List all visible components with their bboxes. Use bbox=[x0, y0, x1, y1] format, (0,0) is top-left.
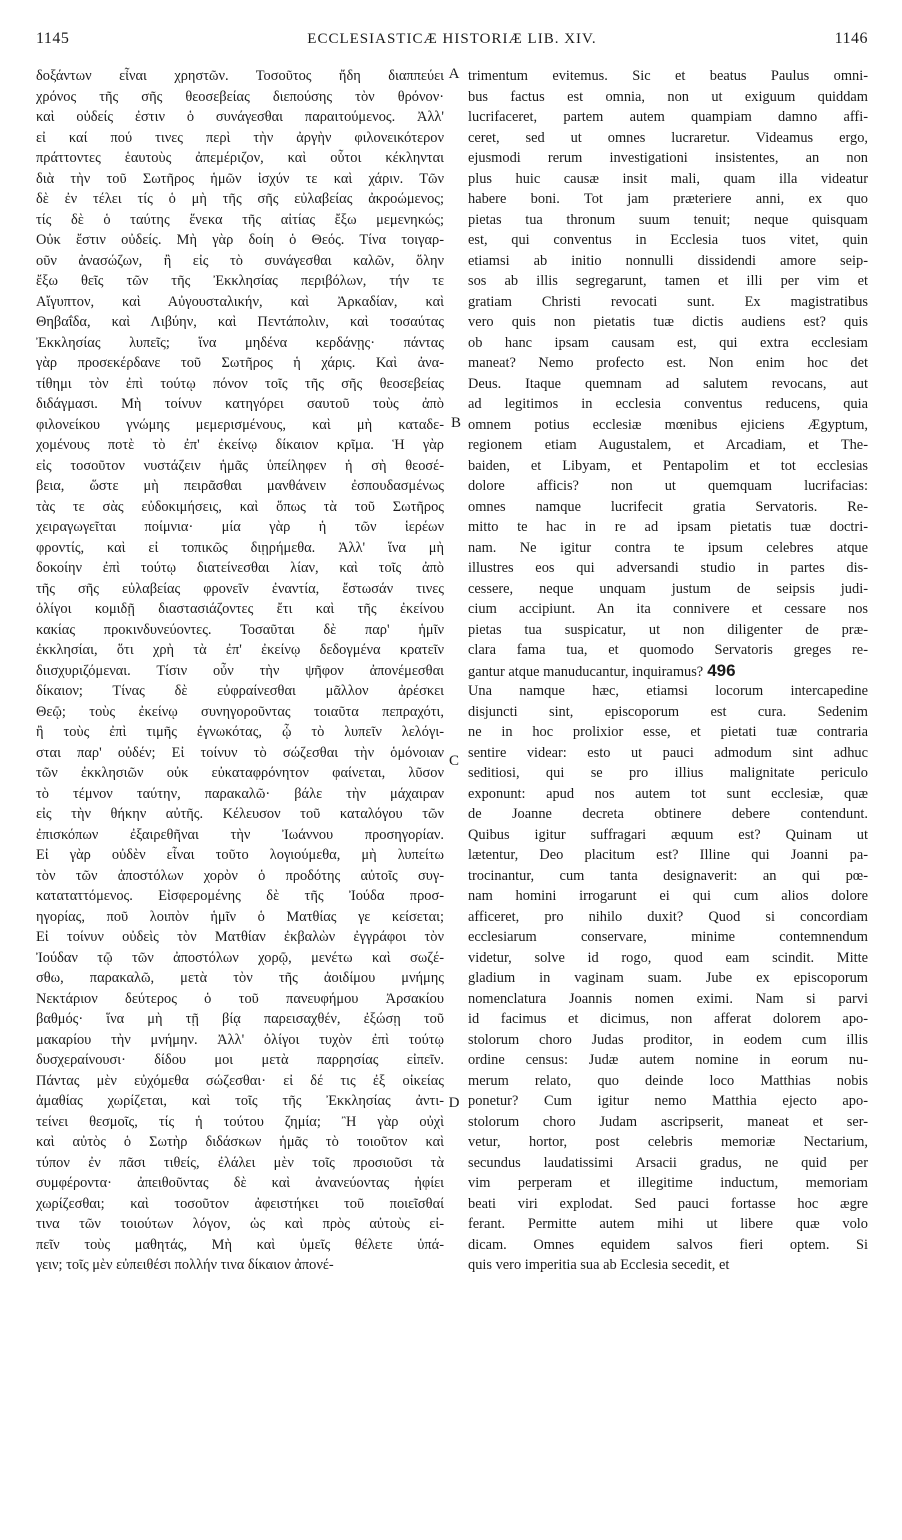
latin-line: cessere, neque unquam justum de seipsis judi- bbox=[468, 580, 868, 597]
greek-line: διισχυριζόμεναι. Τίσιν οὖν τὴν ψῆφον ἀπονέμεσθαι bbox=[36, 662, 444, 679]
latin-line: ob hanc ipsam causam est, qui extra ecclesiam bbox=[468, 334, 868, 351]
latin-line: ejusmodi rerum investigationi insistentes, an non bbox=[468, 150, 868, 166]
latin-line: dicam. Omnes equidem salvos fieri optem. Si bbox=[468, 1236, 868, 1253]
running-title: ECCLESIASTICÆ HISTORIÆ LIB. XIV. bbox=[307, 31, 597, 47]
greek-line: Ἐκκλησίας λυπεῖς; ἵνα μηδένα κερδάνῃς· πάντας bbox=[36, 334, 444, 351]
latin-line: ad legitimos in ecclesia conventus reducens, quia bbox=[468, 396, 868, 412]
latin-line: trimentum evitemus. Sic et beatus Paulus omni- bbox=[468, 68, 868, 84]
greek-line: τῆς σῆς εὐλαβείας φρονεῖν ἐναντία, ἔστωσάν τινες bbox=[36, 580, 444, 597]
greek-line: καὶ αὐτὸς ὁ Σωτὴρ διδάσκων ἡμᾶς τὸ τοιοῦτον καὶ bbox=[36, 1134, 444, 1150]
greek-line: ἐπισκόπων ἐξαιρεθῆναι τὴν Ἰωάννου προσηγορίαν. bbox=[36, 826, 444, 843]
greek-line: χειραγωγεῖται ποίμνια· μία γὰρ ἡ τῶν ἱερέων bbox=[36, 519, 444, 535]
greek-line: καταταττόμενος. Εἰσφερομένης δὲ τῆς Ἰούδα προσ- bbox=[36, 888, 444, 904]
greek-line: Θεῷ; τοὺς ἐκείνῳ συνηγοροῦντας τοιαῦτα πεπραχότι, bbox=[36, 703, 444, 720]
latin-line: Una namque hæc, etiamsi locorum intercapedine bbox=[468, 683, 868, 699]
greek-line: ἔξω θεῖς τῶν τῆς Ἐκκλησίας περιβόλων, τήν τε bbox=[36, 273, 444, 289]
latin-line: de Joanne decreta obtinere debere contendunt. bbox=[468, 806, 868, 822]
latin-text-column bbox=[468, 66, 868, 1512]
latin-line: ponetur? Cum igitur nemo Matthia ejecto apo- bbox=[468, 1093, 868, 1109]
greek-line: δὲ ἐν τέλει τίς ὁ μὴ τῆς σῆς εὐλαβείας ἀκροώμενος; bbox=[36, 191, 444, 207]
latin-line: etiamsi ab initio nonnulli dissidendi amore seip- bbox=[468, 252, 868, 269]
greek-line: κακίας προκινδυνεύοντες. Τοσαῦται δὲ παρ' ἡμῖν bbox=[36, 621, 444, 638]
greek-line: διὰ τὴν τοῦ Σωτῆρος ἡμῶν ἰσχύν τε καὶ χάριν. Τῶν bbox=[36, 170, 444, 187]
greek-line: πεῖν τοὺς μαθητάς, Μὴ καὶ ὑμεῖς θέλετε ὑπά- bbox=[36, 1236, 444, 1253]
greek-line: συμφέροντα· ἀπειθοῦντας δὲ καὶ ἀνανεύοντας ἠφίει bbox=[36, 1175, 444, 1191]
latin-line: afficeret, pro nihilo duxit? Quod si concordiam bbox=[468, 908, 868, 925]
latin-line: Quibus igitur suffragari æquum est? Quinam ut bbox=[468, 826, 868, 843]
latin-line: pietas tua thronum suum tenuit; neque quisquam bbox=[468, 211, 868, 228]
greek-line: βεια, ὥστε μὴ πειρᾶσθαι μανθάνειν ἐσπουδασμένως bbox=[36, 478, 444, 494]
page-marker: 496 bbox=[707, 660, 736, 680]
right-page-number: 1146 bbox=[834, 30, 868, 47]
latin-line: exponunt: apud nos autem tot sunt ecclesiæ, quæ bbox=[468, 785, 868, 802]
latin-line: mitto te hac in re ad ipsam pietatis tuæ doctri- bbox=[468, 519, 868, 535]
greek-text-column bbox=[36, 66, 444, 1512]
latin-line: vim perperam et illegitime inductum, memoriam bbox=[468, 1175, 868, 1191]
greek-line: φιλονείκου γνώμης μεμερισμένους, καὶ μὴ καταδε- bbox=[36, 416, 444, 433]
greek-line: ἀμαθίας χωρίζεται, καὶ τοῖς τῆς Ἐκκλησίας ἀντι- bbox=[36, 1093, 444, 1109]
latin-line: plus huic causæ insit mali, quam illa videatur bbox=[468, 170, 868, 187]
latin-line: lætentur, Deo placitum est? Illine qui Joanni pa- bbox=[468, 847, 868, 863]
latin-line: merum relato, quo deinde loco Matthias nobis bbox=[468, 1072, 868, 1089]
latin-line: id facimus et dicimus, non afferat dolorem apo- bbox=[468, 1011, 868, 1027]
latin-line: ferant. Permitte autem mihi ut libere quæ volo bbox=[468, 1216, 868, 1232]
latin-line: sos ab illis segregarunt, tamen et illi per vim et bbox=[468, 273, 868, 289]
latin-line: habere boni. Tot jam præteriere anni, ex quo bbox=[468, 191, 868, 207]
greek-line: τίθημι τὸν ἐπὶ τούτῳ πόνον τοῖς τῆς σῆς θεοσεβείας bbox=[36, 375, 444, 392]
greek-line: Οὐκ ἔστιν οὐδείς. Μὴ γὰρ δοίη ὁ Θεός. Τίνα τοιγαρ- bbox=[36, 232, 444, 248]
greek-line: τινα τῶν τοιούτων λόγον, ὡς καὶ πρὸς αὐτοὺς εἰ- bbox=[36, 1216, 444, 1232]
greek-line: ἐκκλησίαι, ὅτι χρὴ τὰ ἐπ' ἐκείνῳ δεδογμένα κρατεῖν bbox=[36, 642, 444, 658]
greek-line: μακαρίου τὴν μνήμην. Ἀλλ' ὀλίγοι τυχὸν ἐπὶ τούτῳ bbox=[36, 1031, 444, 1048]
latin-line: ne in hoc prolixior esse, et pietati tuæ contraria bbox=[468, 724, 868, 740]
greek-line: τίς δὲ ὁ ταύτης ἕνεκα τῆς αἰτίας ἔξω μεμενηκώς; bbox=[36, 211, 444, 228]
greek-line: εἰς τοσοῦτον νυστάζειν ἡμᾶς ὑπείληφεν ἡ σὴ θεοσέ- bbox=[36, 457, 444, 474]
greek-line: Αἴγυπτον, καὶ Αὐγουσταλικήν, καὶ Ἀρκαδίαν, καὶ bbox=[36, 293, 444, 310]
greek-line: δοκοίην ἐπὶ τούτῳ διατείνεσθαι λίαν, καὶ τοῖς ἀπὸ bbox=[36, 560, 444, 576]
greek-line: πράττοντες ἑαυτοὺς ἀπεμέριζον, καὶ οὗτοι κέκληνται bbox=[36, 150, 444, 166]
latin-line: vetur, hortor, post celebris memoriæ Nectarium, bbox=[468, 1134, 868, 1150]
latin-line: bus factus est omnia, non ut exiguum quiddam bbox=[468, 88, 868, 105]
greek-line: εἰς τὴν θήκην αὐτῆς. Κέλευσον τοῦ καταλόγου τῶν bbox=[36, 806, 444, 822]
greek-line: τὸ τέμνον ταύτην, παρακαλῶ· βάλε τὴν μάχαιραν bbox=[36, 785, 444, 802]
latin-line: ceret, sed ut omnes lucraretur. Videamus ergo, bbox=[468, 129, 868, 146]
latin-line: ecclesiarum conservare, minime contemnendum bbox=[468, 929, 868, 945]
greek-line: γὰρ προσεκέρδανε τοῦ Σωτῆρος ἡ χάρις. Καὶ ἀνα- bbox=[36, 355, 444, 371]
latin-line: cium accipiunt. An ita connivere et cessare nos bbox=[468, 601, 868, 617]
latin-line: nam. Ne igitur contra te ipsum celebres atque bbox=[468, 539, 868, 556]
margin-letter-b: B bbox=[450, 415, 461, 431]
latin-line: gratiam Christi revocati sunt. Ex magistratibus bbox=[468, 293, 868, 310]
latin-line: sentire videar: esto ut pauci admodum sint adhuc bbox=[468, 744, 868, 761]
margin-letter-d: D bbox=[448, 1095, 460, 1111]
greek-line: Θηβαΐδα, καὶ Λιβύην, καὶ Πεντάπολιν, καὶ τοσαύτας bbox=[36, 314, 444, 330]
greek-line: οῦν ἀνασώζων, ἢ εἰς τὸ συνάγεσθαι καλῶν, ὅλην bbox=[36, 252, 444, 269]
latin-line: illustres eos qui adversandi studio in partes dis- bbox=[468, 560, 868, 576]
greek-line: Πάντας μὲν εὐχόμεθα σώζεσθαι· εἰ δέ τις ἐξ οἰκείας bbox=[36, 1072, 444, 1089]
margin-letter-a: A bbox=[448, 66, 460, 82]
greek-line: χρόνος τῆς σῆς θεοσεβείας διεπούσης τὸν θρόνον· bbox=[36, 88, 444, 105]
greek-line: τῶν ἐκκλησιῶν οὐκ εὐκαταφρόνητον φαίνεται, λῦσον bbox=[36, 765, 444, 781]
greek-line: ἢ τοὺς ἐπὶ τιμῆς ἐγνωκότας, ᾧ τὸ λυπεῖν λελόγι- bbox=[36, 724, 444, 740]
latin-line: gladium in vaginam suam. Jube ex episcoporum bbox=[468, 970, 868, 986]
latin-line: pietas tua suspicatur, ut non diligenter de præ- bbox=[468, 621, 868, 638]
latin-line: Deus. Itaque quemnam ad salutem revocans, aut bbox=[468, 375, 868, 392]
greek-line: δυσχεραίνουσι· δίδου μοι μετὰ παρρησίας εἰπεῖν. bbox=[36, 1052, 444, 1068]
greek-line: χομένους ποτὲ τὸ ἐπ' ἐκείνῳ δίκαιον κρῖμα. Ἡ γὰρ bbox=[36, 437, 444, 453]
greek-line: βαθμός· ἵνα μὴ τῇ βίᾳ παρεισαχθέν, ἐξώσῃ τοῦ bbox=[36, 1011, 444, 1027]
greek-line: γειν; τοῖς μὲν εὐπειθέσι πολλήν τινα δίκαιον ἀπονέ- bbox=[36, 1257, 334, 1273]
latin-line: videtur, solve id rogo, quod eam scindit. Mitte bbox=[468, 949, 868, 966]
latin-line: stolorum choro Judas proditor, in eodem cum illis bbox=[468, 1031, 868, 1048]
greek-line: Ἰούδαν τῷ τῶν ἀποστόλων χορῷ, μενέτω καὶ σωζέ- bbox=[36, 949, 444, 966]
greek-line: σθω, παρακαλῶ, μετὰ τὸν τῆς ἀοιδίμου μνήμης bbox=[36, 970, 444, 986]
left-page-number: 1145 bbox=[36, 30, 70, 47]
latin-line: ordine census: Judæ autem nomine in eorum nu- bbox=[468, 1052, 868, 1068]
greek-line: ηγορίας, ποῦ λοιπὸν ἡμῖν ὁ Ματθίας γε κείσεται; bbox=[36, 908, 444, 925]
running-header bbox=[36, 30, 868, 56]
greek-line: δίκαιον; Τίνας δὲ εὐφραίνεσθαι μᾶλλον ἀρέσκει bbox=[36, 683, 444, 699]
latin-line: nam homini irrogarunt ei qui cum alios dolore bbox=[468, 888, 868, 904]
latin-line: vero quis non pietatis tuæ dictis audiens est? quis bbox=[468, 314, 868, 330]
greek-line: διδάγμασι. Μὴ τοίνυν κατηγόρει σαυτοῦ τοὺς ἀπὸ bbox=[36, 396, 444, 412]
greek-line: Εἰ γὰρ οὐδὲν εἶναι τοῦτο λογιούμεθα, μὴ λυπείτω bbox=[36, 847, 444, 863]
latin-line: omnem potius ecclesiæ mœnibus ejiciens Ægyptum, bbox=[468, 416, 868, 433]
greek-line: χωρίζεσθαι; καὶ τοσοῦτον ἀφειστήκει τοῦ ποιεῖσθαί bbox=[36, 1195, 444, 1212]
latin-line: maneat? Nemo profecto est. Non enim hoc det bbox=[468, 355, 868, 371]
greek-line: τύπον ἐν πᾶσι τιθείς, ἐλάλει μὲν τοῖς προσιοῦσι τὰ bbox=[36, 1154, 444, 1171]
latin-line: stolorum choro Judam ascripserit, maneat et ser- bbox=[468, 1113, 868, 1130]
greek-line: φροντίς, καὶ εἰ τοπικῶς διῃρήμεθα. Ἀλλ' ἵνα μὴ bbox=[36, 539, 444, 556]
latin-line: nomenclatura Joannis nomen eximi. Nam si parvi bbox=[468, 990, 868, 1007]
greek-line: τὰς τε σὰς εὐδοκιμήσεις, καὶ ὅπως τὰ τοῦ Σωτῆρος bbox=[36, 498, 444, 515]
latin-line: omnes namque lucrifecit gratia Servatoris. Re- bbox=[468, 498, 868, 515]
latin-line: dolore afficis? non ut quemquam lucrifacias: bbox=[468, 478, 868, 494]
latin-line: trocinantur, cum tanta designaverit: an qui pœ- bbox=[468, 867, 868, 884]
latin-line: regionem etiam Augustalem, et Arcadiam, et The- bbox=[468, 437, 868, 453]
greek-line: εἰ καί πού τινες περὶ τὴν ἀργὴν φιλονεικότερον bbox=[36, 129, 444, 146]
latin-line: seditiosi, qui se pro illius malignitate periculo bbox=[468, 765, 868, 781]
greek-line: Εἰ τοίνυν οὐδεὶς τὸν Ματθίαν ἐκβαλὼν ἐγγράφοι τὸν bbox=[36, 929, 444, 945]
latin-line-text: gantur atque manuducantur, inquiramus? bbox=[468, 663, 704, 680]
greek-line: δοξάντων εἶναι χρηστῶν. Τοσοῦτος ἤδη διαππεύει bbox=[36, 68, 444, 84]
latin-line: baiden, et Libyam, et Pentapolim et tot ecclesias bbox=[468, 457, 868, 474]
latin-line bbox=[468, 661, 868, 682]
latin-line: secundus laudatissimi Arsacii gradus, ne quid per bbox=[468, 1154, 868, 1171]
greek-line: σται παρ' οὐδέν; Εἰ τοίνυν τὸ σώζεσθαι τὴν ὁμόνοιαν bbox=[36, 744, 444, 761]
latin-line: clara fama tua, et quomodo Servatoris greges re- bbox=[468, 642, 868, 658]
latin-line: disjuncti sint, episcoporum est cura. Sedenim bbox=[468, 703, 868, 720]
greek-line: καὶ οὐδείς ἐστιν ὁ συνάγεσθαι παραιτούμενος. Ἀλλ' bbox=[36, 109, 444, 125]
greek-line: Νεκτάριον δεύτερος ὁ τοῦ πανευφήμου Ἀρσακίου bbox=[36, 990, 444, 1007]
latin-line: quis vero imperitia sua ab Ecclesia secedit, et bbox=[468, 1257, 730, 1273]
greek-line: ὀλίγοι κομιδῇ διαστασιάζοντες ἔτι καὶ τῆς ἐκείνου bbox=[36, 601, 444, 617]
margin-letter-c: C bbox=[448, 753, 459, 769]
latin-line: lucrifaceret, partem autem quampiam damno affi- bbox=[468, 109, 868, 125]
greek-line: τείνει θεσμοῖς, τίς ἡ τούτου ζημία; Ἢ γὰρ οὐχὶ bbox=[36, 1113, 444, 1130]
latin-line: beati viri explodat. Sed pauci fortasse hoc ægre bbox=[468, 1195, 868, 1212]
greek-line: τὸν τῶν ἀποστόλων χορὸν ὁ προδότης αὐτοῖς συγ- bbox=[36, 867, 444, 884]
latin-line: est, qui conventus in Ecclesia tuos vitet, quin bbox=[468, 232, 868, 248]
